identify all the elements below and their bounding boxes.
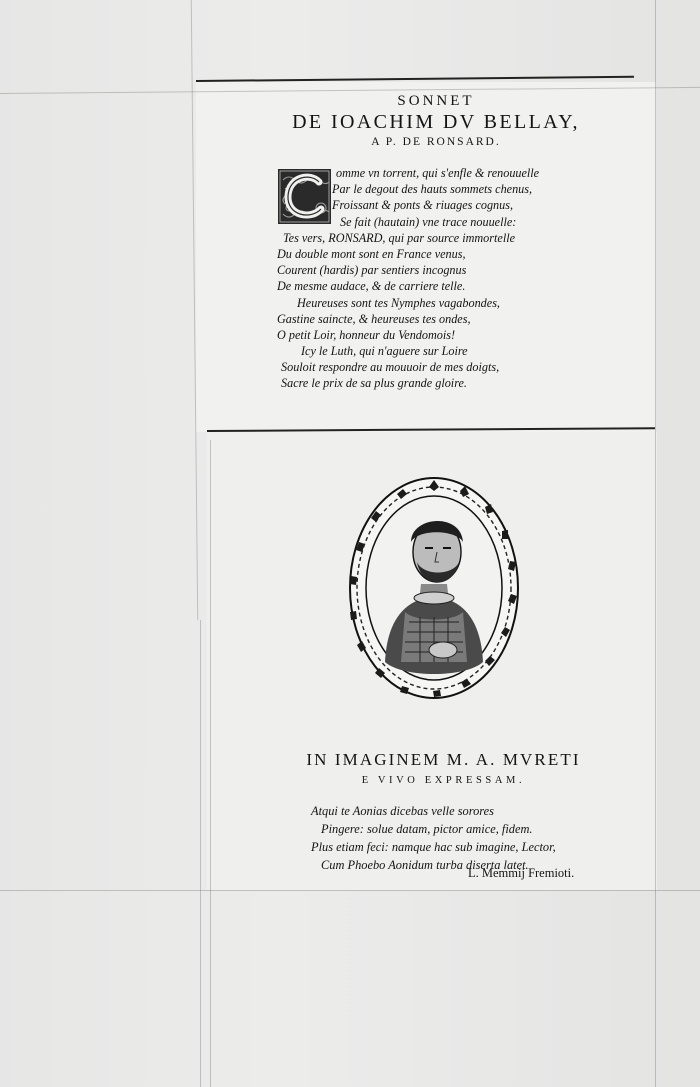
sonnet-line: O petit Loir, honneur du Vendomois! [277, 327, 456, 342]
sonnet-line: Par le degout des hauts sommets chenus, [332, 182, 533, 197]
sonnet-line: Se fait (hautain) vne trace nouuelle: [340, 214, 517, 229]
fold-line [200, 620, 201, 1087]
sonnet-line: Gastine saincte, & heureuses tes ondes, [277, 311, 471, 326]
sonnet-line: Courent (hardis) par sentiers incognus [277, 263, 467, 278]
fold-line [210, 440, 211, 1087]
fold-line [0, 890, 700, 891]
engraved-portrait-wreath-icon [345, 472, 523, 704]
epigram-line: Pingere: solue datam, pictor amice, fidem. [321, 822, 533, 836]
epigram-heading [246, 749, 641, 789]
sonnet-line: Icy le Luth, qui n'aguere sur Loire [301, 344, 468, 359]
sonnet-line: Heureuses sont tes Nymphes vagabondes, [297, 295, 500, 310]
sonnet-heading [246, 92, 626, 150]
sonnet-dedication: A P. DE RONSARD. [371, 136, 501, 148]
sonnet-line: omme vn torrent, qui s'enfle & renouuelle [336, 166, 540, 180]
sonnet-line: Sacre le prix de sa plus grande gloire. [281, 376, 467, 391]
epigram-body [311, 802, 601, 874]
sonnet-author-line: DE IOACHIM DV BELLAY, [292, 111, 580, 133]
sonnet-line: Tes vers, RONSARD, qui par source immortelle [283, 230, 515, 245]
epigram-title: IN IMAGINEM M. A. MVRETI [306, 750, 581, 769]
sonnet-line: Souloit respondre au mouuoir de mes doigts, [281, 360, 500, 375]
sonnet-line: De mesme audace, & de carriere telle. [277, 279, 466, 294]
epigram-line: Cum Phoebo Aonidum turba diserta latet. [321, 858, 529, 872]
fold-line [655, 0, 656, 1087]
epigram-line: Atqui te Aonias dicebas velle sorores [311, 804, 494, 818]
epigram-subtitle: E VIVO EXPRESSAM. [361, 775, 526, 786]
epigram-signature: L. Memmij Fremioti. [468, 866, 575, 880]
epigram-line: Plus etiam feci: namque hac sub imagine, Lector, [311, 840, 556, 854]
sonnet-title: SONNET [397, 93, 475, 109]
sonnet-body [276, 165, 576, 392]
sonnet-line: Froissant & ponts & riuages cognus, [332, 198, 514, 213]
sonnet-line: Du double mont sont en France venus, [277, 246, 466, 261]
